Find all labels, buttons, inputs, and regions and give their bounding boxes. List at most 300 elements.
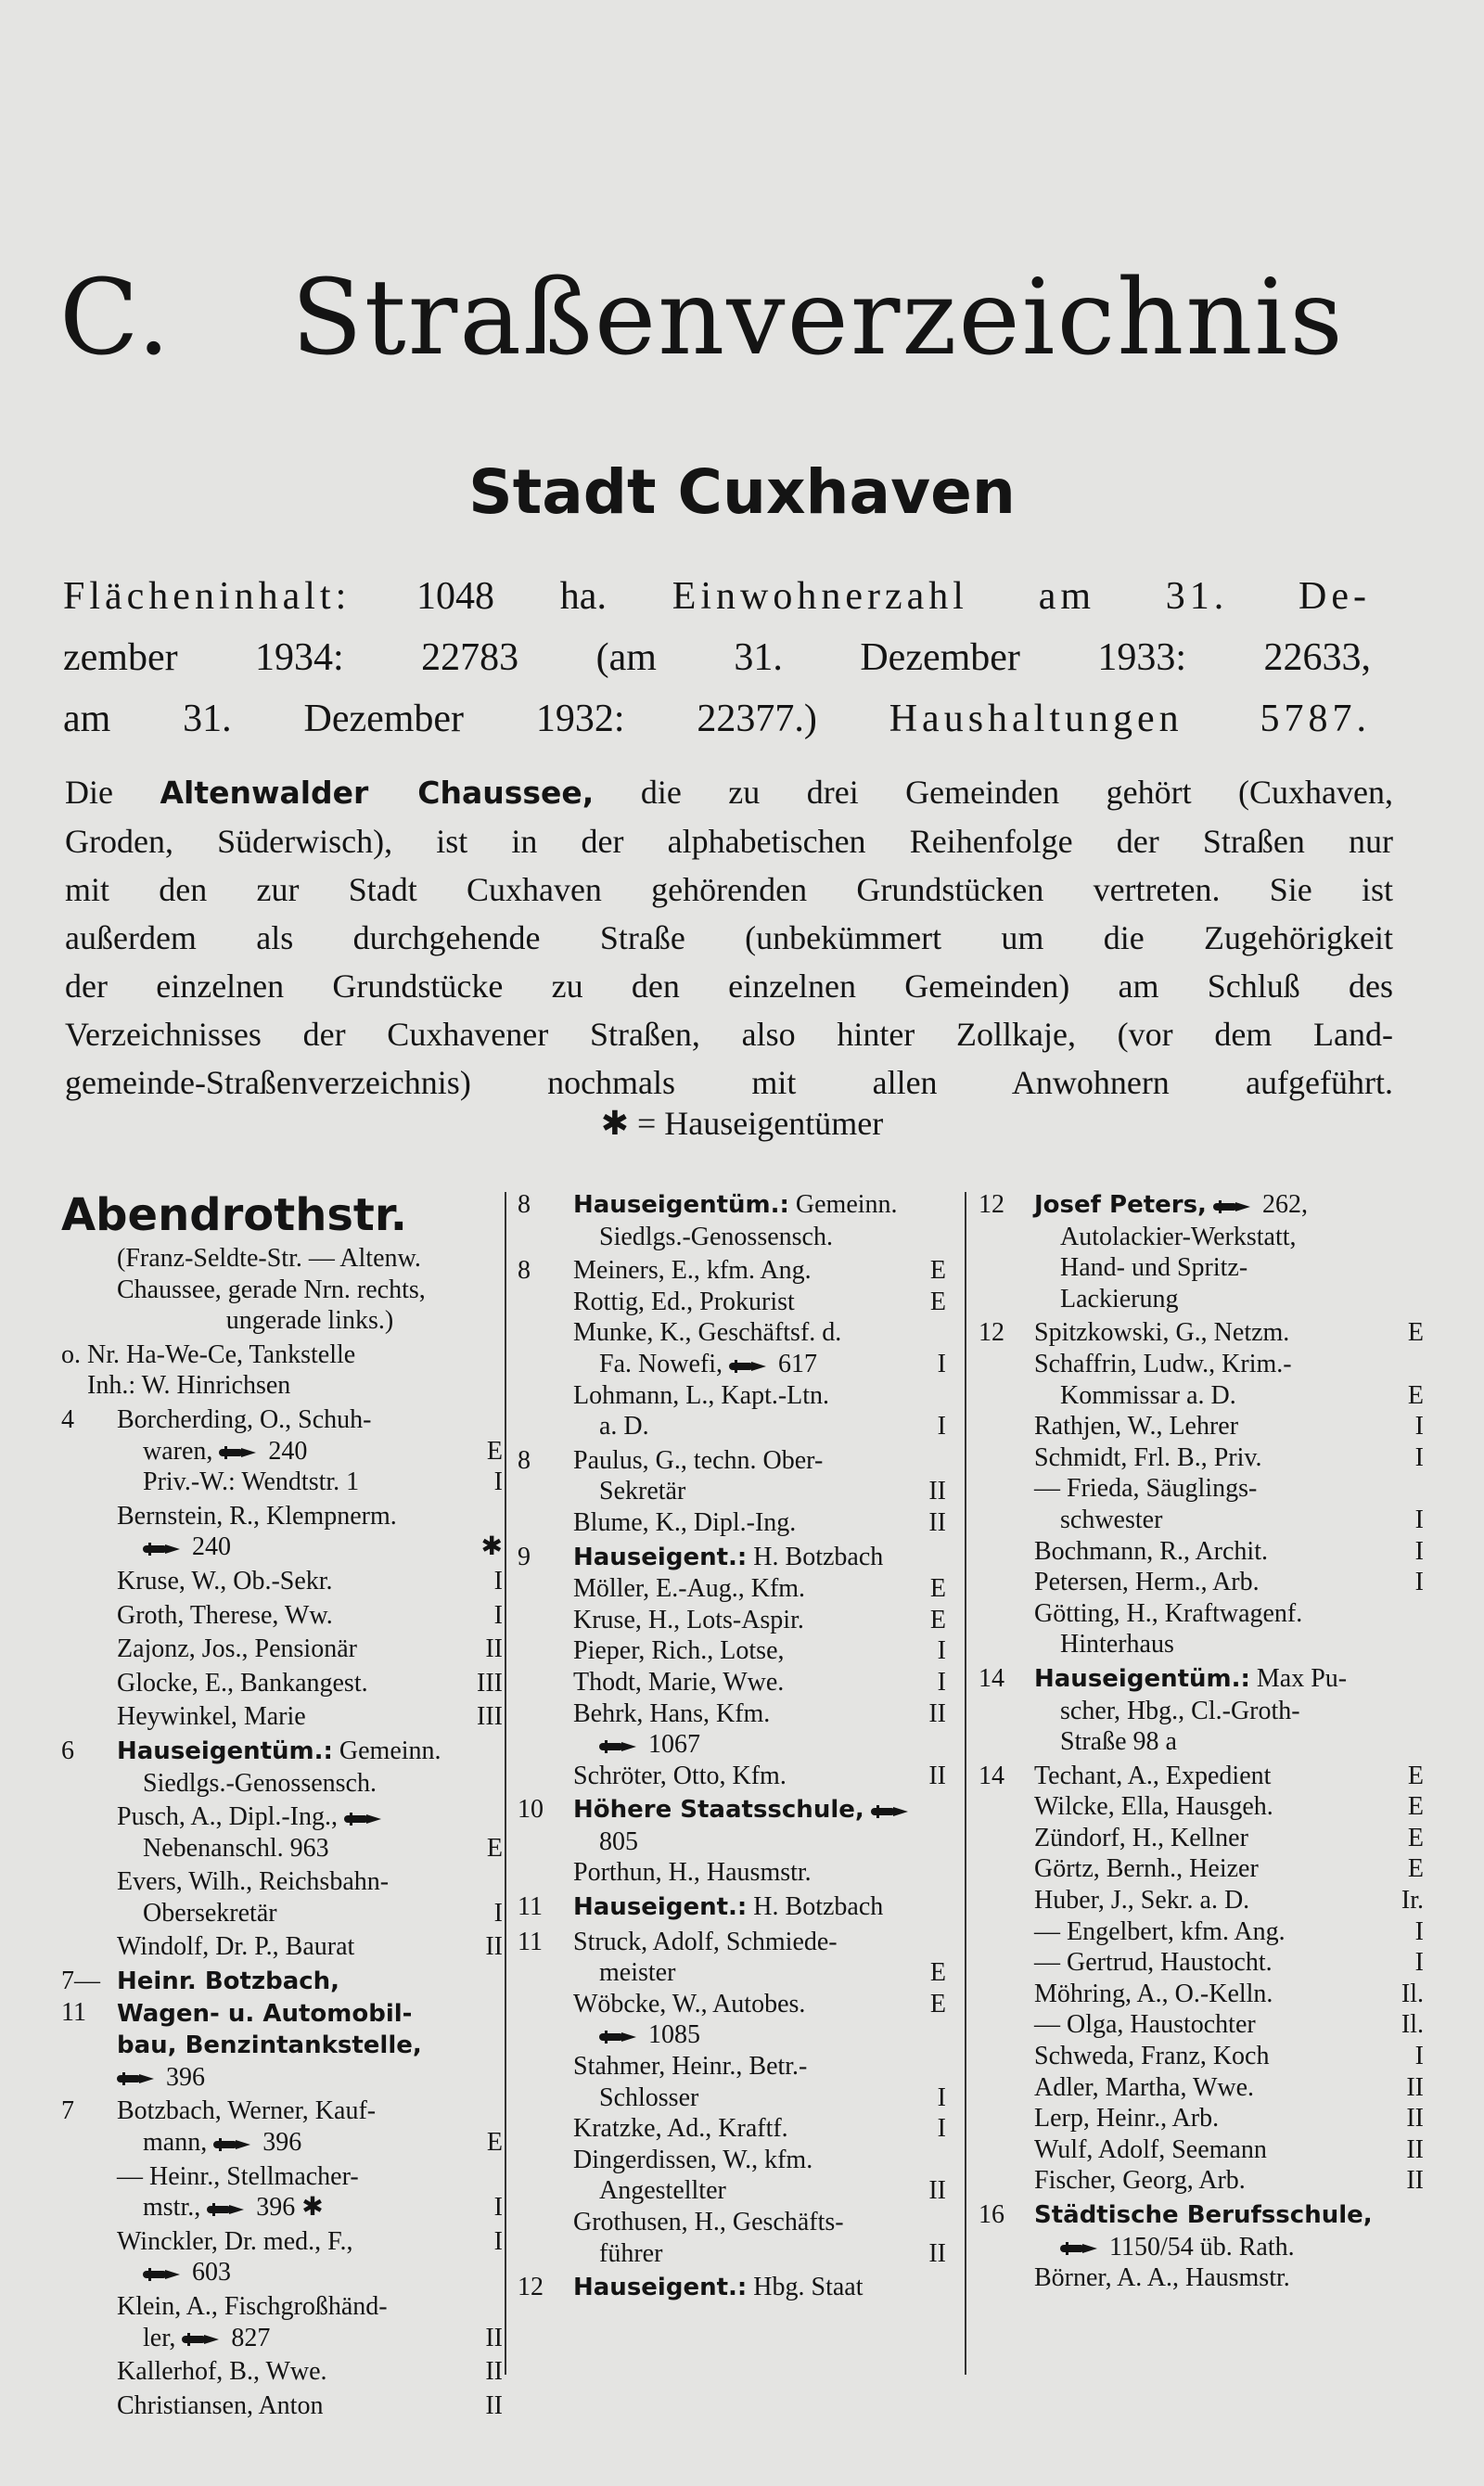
entry-line	[1034, 1761, 1424, 1792]
resident-text	[117, 2030, 422, 2062]
entry-line	[573, 1189, 946, 1222]
floor-marker: Il.	[1401, 2010, 1424, 2040]
entry-line	[117, 2062, 503, 2094]
entry-line	[573, 1957, 946, 1989]
intro-line: gemeinde-Straßenverzeichnis) nochmals mit allen Anwohnern aufgeführt.	[65, 1064, 1393, 1101]
resident-text: Kruse, W., Ob.-Sekr.	[117, 1566, 333, 1595]
floor-marker: I	[937, 1667, 946, 1697]
directory-entry	[61, 1966, 503, 2093]
floor-marker: I	[1414, 1948, 1424, 1978]
bold-text: Hauseigentüm.:	[117, 1736, 333, 1765]
floor-marker: E	[929, 1287, 946, 1316]
house-number: 12	[979, 1318, 1004, 1348]
floor-marker: E	[486, 2128, 503, 2158]
resident-text: Struck, Adolf, Schmiede-	[573, 1927, 838, 1956]
floor-marker: I	[493, 1898, 503, 1928]
resident-text: Inh.: W. Hinrichsen	[87, 1371, 291, 1401]
entry-line	[117, 1501, 503, 1532]
directory-entry	[518, 2272, 946, 2304]
resident-text: Huber, J., Sekr. a. D.	[1034, 1886, 1250, 1916]
directory-entry	[979, 2199, 1424, 2294]
telephone-icon	[219, 1446, 256, 1459]
resident-text	[117, 1966, 339, 1998]
resident-text: Munke, K., Geschäftsf. d.	[573, 1318, 842, 1348]
entry-line	[1034, 1791, 1424, 1823]
telephone-icon	[729, 1360, 766, 1373]
resident-text: Heywinkel, Marie	[117, 1702, 306, 1732]
house-number: 8	[518, 1445, 531, 1475]
floor-marker: I	[1414, 1536, 1424, 1566]
owner-star-icon: ✱	[480, 1532, 503, 1562]
resident-text	[573, 1794, 914, 1826]
resident-text: Kratzke, Ad., Kraftf.	[573, 2114, 788, 2144]
floor-marker: E	[1407, 1380, 1424, 1410]
floor-marker: II	[485, 2357, 503, 2387]
entry-line	[117, 1305, 503, 1337]
telephone-icon	[117, 2072, 154, 2085]
entry-line	[1034, 1853, 1424, 1885]
resident-text: 805	[599, 1826, 638, 1856]
floor-marker: II	[928, 2238, 946, 2268]
street-name: Abendrothstr.	[61, 1189, 407, 1241]
resident-text: Porthun, H., Hausmstr.	[573, 1858, 812, 1888]
entry-line	[117, 1436, 503, 1467]
entry-line	[117, 2030, 503, 2062]
bold-text: Wagen- u. Automobil-	[117, 1999, 413, 2028]
resident-text	[117, 1998, 412, 2031]
statistics-text: Einwohnerzahl am 31. De-	[672, 575, 1371, 618]
floor-marker: I	[1414, 1568, 1424, 1597]
directory-entry	[61, 1404, 503, 1498]
entry-line	[1034, 2134, 1424, 2166]
entry-line	[1034, 1947, 1424, 1979]
entry-line	[573, 1891, 946, 1924]
intro-line: Verzeichnisses der Cuxhavener Straßen, also hinter Zollkaje, (vor dem Land-	[65, 1016, 1393, 1053]
resident-text: Schweda, Franz, Koch	[1034, 2042, 1270, 2071]
entry-line	[573, 2082, 946, 2114]
telephone-icon	[207, 2203, 244, 2216]
resident-text: Rottig, Ed., Prokurist	[573, 1287, 795, 1316]
entry-line	[117, 1833, 503, 1864]
entry-line	[117, 1404, 503, 1436]
floor-marker: II	[485, 1634, 503, 1664]
intro-paragraph	[65, 768, 1393, 1107]
resident-text: a. D.	[599, 1412, 649, 1442]
entry-line	[573, 1287, 946, 1318]
directory-entry	[61, 1736, 503, 1799]
entry-line	[117, 2161, 503, 2193]
resident-text: Siedlgs.-Genossensch.	[599, 1222, 833, 1251]
statistics-line	[63, 566, 1371, 627]
resident-text: — Frieda, Säuglings-	[1034, 1474, 1258, 1504]
entry-line	[1034, 1189, 1424, 1222]
entry-line	[573, 2175, 946, 2207]
entry-line	[117, 2226, 503, 2258]
directory-entry	[61, 1701, 503, 1733]
floor-marker: I	[1414, 1916, 1424, 1946]
entry-line	[1034, 1979, 1424, 2010]
directory-entry	[518, 1255, 946, 1442]
resident-text: Petersen, Herm., Arb.	[1034, 1568, 1260, 1597]
floor-marker: I	[937, 1412, 946, 1442]
resident-text: führer	[599, 2238, 663, 2268]
column-divider	[505, 1192, 506, 2375]
resident-text: Evers, Wilh., Reichsbahn-	[117, 1867, 390, 1897]
house-number: 8	[518, 1190, 531, 1219]
directory-entry	[61, 2390, 503, 2422]
resident-text: (Franz-Seldte-Str. — Altenw.	[117, 1244, 421, 1273]
resident-text: scher, Hbg., Cl.-Groth-	[1060, 1696, 1300, 1725]
resident-text: Börner, A. A., Hausmstr.	[1034, 2263, 1290, 2293]
resident-text: Priv.-W.: Wendtstr. 1	[143, 1467, 360, 1497]
floor-marker: I	[493, 1467, 503, 1497]
resident-text: Groth, Therese, Ww.	[117, 1600, 333, 1630]
resident-text: — Gertrud, Haustocht.	[1034, 1948, 1273, 1978]
floor-marker: E	[1407, 1318, 1424, 1348]
floor-marker: II	[1406, 2166, 1424, 2196]
city-statistics	[63, 566, 1371, 750]
telephone-icon	[1060, 2242, 1097, 2255]
resident-text: Lohmann, L., Kapt.-Ltn.	[573, 1380, 830, 1410]
entry-line	[1034, 1663, 1424, 1696]
resident-text: Behrk, Hans, Kfm.	[573, 1698, 771, 1728]
entry-line	[1034, 2262, 1424, 2294]
resident-text: Grothusen, H., Geschäfts-	[573, 2208, 844, 2236]
statistics-line	[63, 627, 1371, 688]
directory-entry	[979, 1189, 1424, 1314]
floor-marker: I	[493, 2226, 503, 2256]
floor-marker: Ir.	[1401, 1886, 1424, 1916]
house-number: 12	[518, 2273, 544, 2302]
intro-line: Groden, Süderwisch), ist in der alphabetischen Reihenfolge der Straßen nur	[65, 823, 1393, 860]
resident-text: Josef Peters, 262,	[1034, 1190, 1308, 1219]
floor-marker: I	[937, 1349, 946, 1378]
house-number: 14	[979, 1663, 1004, 1693]
entry-line	[117, 2127, 503, 2159]
entry-line	[1034, 1442, 1424, 1474]
entry-line	[573, 1445, 946, 1477]
directory-entry	[61, 1801, 503, 1864]
telephone-icon	[1213, 1200, 1250, 1213]
entry-line	[573, 1380, 946, 1412]
bold-text: Höhere Staatsschule,	[573, 1796, 864, 1825]
resident-text: Blume, K., Dipl.-Ing.	[573, 1507, 797, 1537]
entry-line	[1034, 1284, 1424, 1315]
telephone-icon	[599, 1740, 636, 1753]
floor-marker: II	[928, 1477, 946, 1506]
resident-text: Hinterhaus	[1060, 1630, 1174, 1659]
resident-text: Borcherding, O., Schuh-	[117, 1404, 372, 1434]
entry-line	[61, 1370, 503, 1402]
resident-text: Möhring, A., O.-Kelln.	[1034, 1979, 1273, 2008]
resident-text: Kallerhof, B., Wwe.	[117, 2357, 327, 2387]
resident-text: 1067	[599, 1729, 700, 1761]
directory-entry	[61, 1931, 503, 1963]
directory-entry	[61, 1566, 503, 1597]
statistics-text: Haushaltungen 5787.	[889, 698, 1371, 740]
directory-entry	[61, 2356, 503, 2388]
resident-text: Klein, A., Fischgroßhänd-	[117, 2292, 388, 2321]
floor-marker: II	[485, 1932, 503, 1962]
entry-line	[1034, 1629, 1424, 1660]
entry-line	[117, 1866, 503, 1898]
resident-text: Hauseigent.: H. Botzbach	[573, 1892, 884, 1922]
entry-line	[573, 2145, 946, 2176]
floor-marker: I	[1414, 2042, 1424, 2071]
entry-line	[573, 1573, 946, 1605]
owner-star-icon: ✱	[600, 1105, 629, 1143]
entry-line	[1034, 2103, 1424, 2134]
bold-text: Städtische Berufsschule,	[1034, 2201, 1373, 2229]
entry-line	[1034, 2232, 1424, 2263]
entry-line	[1034, 1916, 1424, 1948]
entry-line	[573, 1667, 946, 1698]
resident-text: Wöbcke, W., Autobes.	[573, 1989, 806, 2018]
statistics-text: 1048 ha.	[416, 575, 607, 618]
resident-text: schwester	[1060, 1505, 1163, 1534]
column-2	[518, 1189, 946, 2307]
resident-text: Hauseigent.: Hbg. Staat	[573, 2273, 864, 2302]
resident-text: Fa. Nowefi, 617	[599, 1349, 817, 1378]
house-number: 11	[518, 1892, 543, 1922]
entry-line	[1034, 1885, 1424, 1916]
bold-text: Hauseigent.:	[573, 2274, 748, 2302]
floor-marker: I	[937, 2082, 946, 2112]
directory-entry	[61, 1600, 503, 1632]
house-number: 9	[518, 1542, 531, 1571]
entry-line	[117, 2192, 503, 2223]
resident-text: Obersekretär	[143, 1898, 277, 1928]
intro-text: die zu drei Gemeinden gehört (Cuxhaven,	[594, 774, 1394, 811]
resident-text: Christiansen, Anton	[117, 2390, 324, 2420]
entry-line	[117, 1736, 503, 1768]
resident-text: Hand- und Spritz-	[1060, 1253, 1248, 1283]
entry-line	[117, 2323, 503, 2354]
resident-text: meister	[599, 1958, 676, 1988]
resident-text: Spitzkowski, G., Netzm.	[1034, 1318, 1290, 1348]
directory-entry	[61, 1634, 503, 1665]
entry-line	[117, 2356, 503, 2388]
entry-line	[1034, 1380, 1424, 1412]
entry-line	[117, 1566, 503, 1597]
entry-line	[1034, 1349, 1424, 1380]
intro-text: Die	[65, 774, 160, 811]
entry-line	[1034, 2072, 1424, 2104]
resident-text: Rathjen, W., Lehrer	[1034, 1412, 1239, 1442]
entry-line	[117, 1966, 503, 1998]
resident-text: Bernstein, R., Klempnerm.	[117, 1501, 397, 1531]
entry-line	[117, 1898, 503, 1929]
resident-text: Dingerdissen, W., kfm.	[573, 2145, 813, 2174]
entry-line	[573, 1761, 946, 1792]
directory-entry	[61, 1668, 503, 1699]
resident-text: Angestellter	[599, 2176, 726, 2206]
entry-line	[117, 1668, 503, 1699]
bold-text: bau, Benzintankstelle,	[117, 2031, 422, 2060]
resident-text: Windolf, Dr. P., Baurat	[117, 1932, 355, 1962]
floor-marker: Il.	[1401, 1979, 1424, 2008]
floor-marker: E	[929, 1574, 946, 1604]
resident-text: Hauseigentüm.: Max Pu-	[1034, 1663, 1348, 1693]
entry-line	[117, 2095, 503, 2127]
entry-line	[573, 2207, 946, 2238]
floor-marker: II	[1406, 2072, 1424, 2102]
bold-text: Hauseigentüm.:	[573, 1191, 789, 1219]
house-number: 7	[61, 2096, 74, 2126]
column-3	[979, 1189, 1424, 2297]
floor-marker: I	[1414, 1412, 1424, 1442]
entry-line	[1034, 1473, 1424, 1505]
floor-marker: II	[1406, 2134, 1424, 2164]
bold-text: Hauseigent.:	[573, 1893, 748, 1922]
entry-line	[117, 2390, 503, 2422]
resident-text: waren, 240	[143, 1436, 308, 1466]
resident-text	[1034, 2199, 1373, 2232]
entry-line	[573, 1698, 946, 1730]
resident-text: Meiners, E., kfm. Ang.	[573, 1256, 812, 1286]
telephone-icon	[143, 2268, 180, 2281]
floor-marker: I	[493, 1600, 503, 1630]
directory-entry	[61, 1866, 503, 1929]
resident-text: ler, 827	[143, 2323, 271, 2352]
telephone-icon	[599, 2031, 636, 2044]
entry-line	[573, 1989, 946, 2020]
floor-marker: I	[493, 1566, 503, 1595]
directory-entry	[518, 1927, 946, 2270]
entry-line	[61, 1339, 503, 1371]
floor-marker: II	[485, 2323, 503, 2352]
entry-line	[1034, 1598, 1424, 1630]
resident-text: 603	[143, 2257, 231, 2288]
directory-entry	[61, 2226, 503, 2288]
resident-text: Techant, A., Expedient	[1034, 1761, 1272, 1790]
directory-entry	[518, 1891, 946, 1924]
resident-text: mstr., 396 ✱	[143, 2193, 324, 2223]
resident-text: Hauseigentüm.: Gemeinn.	[117, 1736, 441, 1765]
entry-line	[117, 1701, 503, 1733]
directory-entry	[61, 2291, 503, 2353]
entry-line	[1034, 1317, 1424, 1349]
floor-marker: I	[1414, 1505, 1424, 1534]
entry-line	[117, 1931, 503, 1963]
floor-marker: II	[485, 2390, 503, 2420]
entry-line	[117, 1600, 503, 1632]
statistics-line	[63, 688, 1371, 750]
house-number: 10	[518, 1795, 544, 1825]
resident-text: 396	[117, 2062, 205, 2094]
entry-line	[117, 1801, 503, 1833]
entry-line	[573, 2238, 946, 2270]
house-number: 16	[979, 2200, 1004, 2229]
city-title: Stadt Cuxhaven	[468, 456, 1016, 528]
resident-text: Chaussee, gerade Nrn. rechts,	[117, 1275, 426, 1304]
bold-text: Josef Peters,	[1034, 1191, 1207, 1219]
house-number: 8	[518, 1256, 531, 1286]
house-number: 12	[979, 1190, 1004, 1219]
entry-line	[117, 1275, 503, 1306]
resident-text: — Heinr., Stellmacher-	[117, 2161, 359, 2191]
telephone-icon	[182, 2333, 219, 2346]
resident-text: Görtz, Bernh., Heizer	[1034, 1854, 1259, 1884]
telephone-icon	[143, 1543, 180, 1556]
resident-text: ungerade links.)	[225, 1306, 394, 1336]
entry-line	[1034, 1823, 1424, 1854]
floor-marker: II	[928, 1698, 946, 1728]
directory-entry	[518, 1445, 946, 1539]
house-number: 14	[979, 1761, 1004, 1790]
entry-line	[573, 1794, 946, 1826]
entry-line	[573, 1222, 946, 1253]
resident-text: 240	[143, 1531, 231, 1563]
intro-line: der einzelnen Grundstücke zu den einzelnen Gemeinden) am Schluß des	[65, 967, 1393, 1005]
directory-entry	[61, 2161, 503, 2223]
entry-line	[117, 1998, 503, 2031]
entry-line	[1034, 2199, 1424, 2232]
statistics-text: zember 1934: 22783 (am 31. Dezember 1933: 22633,	[63, 636, 1371, 679]
column-divider	[965, 1192, 966, 2375]
floor-marker: E	[929, 1605, 946, 1634]
directory-entry	[979, 1317, 1424, 1660]
resident-text: Straße 98 a	[1060, 1727, 1177, 1757]
legend	[0, 1099, 1484, 1148]
column-1	[61, 1189, 503, 2424]
entry-line	[1034, 2041, 1424, 2072]
floor-marker: E	[1407, 1792, 1424, 1822]
resident-text: Zündorf, H., Kellner	[1034, 1823, 1248, 1852]
resident-text: Wulf, Adolf, Seemann	[1034, 2134, 1267, 2164]
resident-text: Schmidt, Frl. B., Priv.	[1034, 1442, 1262, 1472]
directory-entry	[61, 1501, 503, 1563]
entry-line	[573, 2051, 946, 2082]
floor-marker: E	[929, 1256, 946, 1286]
entry-line	[573, 1317, 946, 1349]
resident-text: Zajonz, Jos., Pensionär	[117, 1634, 357, 1664]
entry-line	[117, 1768, 503, 1800]
entry-line	[117, 1531, 503, 1563]
directory-entry	[61, 1339, 503, 1402]
entry-line	[573, 1635, 946, 1667]
floor-marker: I	[937, 1636, 946, 1666]
highlighted-street-name: Altenwalder Chaussee,	[160, 775, 595, 811]
resident-text: Fischer, Georg, Arb.	[1034, 2166, 1246, 2196]
entry-line	[573, 1605, 946, 1636]
entry-line	[1034, 1567, 1424, 1598]
resident-text: Schlosser	[599, 2082, 699, 2112]
entry-line	[573, 2113, 946, 2145]
directory-entry	[979, 1663, 1424, 1758]
bold-text: Hauseigent.:	[573, 1543, 748, 1571]
entry-line	[117, 1243, 503, 1275]
house-number: 6	[61, 1736, 74, 1765]
resident-text: Hauseigent.: H. Botzbach	[573, 1542, 884, 1571]
floor-marker: II	[928, 1761, 946, 1790]
floor-marker: I	[1414, 1442, 1424, 1472]
resident-text: Pusch, A., Dipl.-Ing.,	[117, 1801, 387, 1833]
resident-text: Schröter, Otto, Kfm.	[573, 1761, 787, 1790]
entry-line	[1034, 1536, 1424, 1568]
house-number: 11	[518, 1927, 543, 1956]
resident-text: Kommissar a. D.	[1060, 1380, 1236, 1410]
floor-marker: II	[928, 1507, 946, 1537]
entry-line	[573, 2272, 946, 2304]
resident-text: Götting, H., Kraftwagenf.	[1034, 1598, 1303, 1628]
resident-text: Glocke, E., Bankangest.	[117, 1668, 368, 1698]
resident-text: Hauseigentüm.: Gemeinn.	[573, 1190, 898, 1219]
entry-line	[573, 1542, 946, 1574]
resident-text: Wilcke, Ella, Hausgeh.	[1034, 1792, 1273, 1822]
entry-line	[573, 1927, 946, 1958]
resident-text: Paulus, G., techn. Ober-	[573, 1445, 824, 1475]
